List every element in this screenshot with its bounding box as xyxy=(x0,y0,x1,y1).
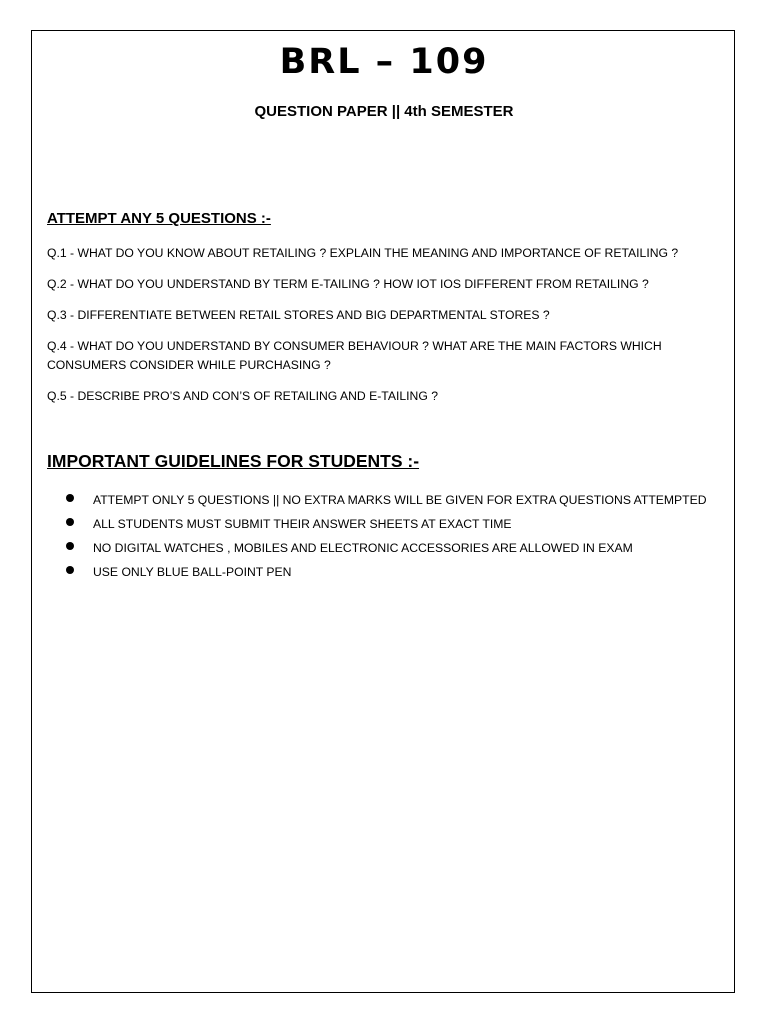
bullet-icon xyxy=(66,494,74,502)
questions-heading: ATTEMPT ANY 5 QUESTIONS :- xyxy=(47,210,271,227)
question-4: Q.4 - WHAT DO YOU UNDERSTAND BY CONSUMER BEHAVIOUR ? WHAT ARE THE MAIN FACTORS WHICH CONSUMERS CONSIDER WHILE PURCHASING ? xyxy=(47,339,662,372)
document-subtitle: QUESTION PAPER || 4th SEMESTER xyxy=(254,103,514,120)
guideline-text: ALL STUDENTS MUST SUBMIT THEIR ANSWER SHEETS AT EXACT TIME xyxy=(93,517,512,531)
bullet-icon xyxy=(66,518,74,526)
question-3: Q.3 - DIFFERENTIATE BETWEEN RETAIL STORES AND BIG DEPARTMENTAL STORES ? xyxy=(47,308,550,322)
question-1: Q.1 - WHAT DO YOU KNOW ABOUT RETAILING ? EXPLAIN THE MEANING AND IMPORTANCE OF RETAILING ? xyxy=(47,246,679,260)
question-5: Q.5 - DESCRIBE PRO’S AND CON’S OF RETAILING AND E-TAILING ? xyxy=(47,389,438,403)
bullet-icon xyxy=(66,566,74,574)
page-border xyxy=(31,30,735,993)
bullet-icon xyxy=(66,542,74,550)
question-2: Q.2 - WHAT DO YOU UNDERSTAND BY TERM E-TAILING ? HOW IOT IOS DIFFERENT FROM RETAILING ? xyxy=(47,277,649,291)
guideline-text: ATTEMPT ONLY 5 QUESTIONS || NO EXTRA MARKS WILL BE GIVEN FOR EXTRA QUESTIONS ATTEMPTED xyxy=(93,493,707,507)
guideline-text: NO DIGITAL WATCHES , MOBILES AND ELECTRONIC ACCESSORIES ARE ALLOWED IN EXAM xyxy=(93,541,633,555)
document-title: BRL – 109 xyxy=(279,42,489,82)
guideline-text: USE ONLY BLUE BALL-POINT PEN xyxy=(93,565,292,579)
guidelines-heading: IMPORTANT GUIDELINES FOR STUDENTS :- xyxy=(47,451,420,471)
